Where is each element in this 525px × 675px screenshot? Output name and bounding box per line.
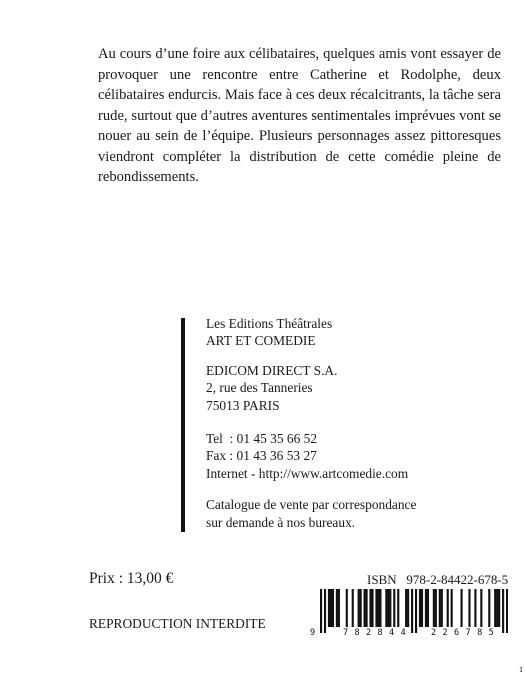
barcode-guard-bar: [415, 589, 417, 633]
barcode-bar: [427, 589, 429, 627]
barcode-left-group: 782844: [343, 628, 413, 638]
barcode-bar: [330, 589, 332, 627]
barcode-bar: [358, 589, 360, 627]
barcode-bar: [328, 589, 330, 627]
barcode-bar: [338, 589, 340, 627]
barcode-bar: [352, 589, 354, 627]
barcode-bar: [332, 589, 334, 627]
publisher-line-2: ART ET COMEDIE: [206, 333, 316, 349]
barcode-bar: [405, 589, 407, 627]
barcode-bar: [407, 589, 409, 627]
barcode-bar: [364, 589, 366, 627]
barcode-first-digit: 9: [310, 628, 316, 638]
barcode-bar: [419, 589, 421, 627]
reproduction-notice: REPRODUCTION INTERDITE: [89, 616, 266, 631]
barcode-bar: [369, 589, 371, 627]
barcode-bar: [468, 589, 470, 627]
barcode-bar: [371, 589, 373, 627]
catalogue-line-2: sur demande à nos bureaux.: [206, 514, 356, 530]
barcode-bar: [346, 589, 348, 627]
publisher-catalogue-group: [206, 496, 416, 531]
barcode-bar: [393, 589, 395, 627]
publisher-internet: Internet - http://www.artcomedie.com: [206, 465, 409, 481]
publisher-divider-bar: [181, 318, 185, 532]
barcode-bar: [366, 589, 368, 627]
back-cover-summary: Au cours d’une foire aux célibataires, quelques amis vont essayer de provoquer une rencontre entre Catherine et Rodolphe, deux célibataires endurcis. Mais face à ces deux récalcitrants, la tâche sera rude, surtout que d’autres aventures sentimentales imprévues vont se nouer au sein de l’équipe. Plusieurs personnages assez pittoresques viendront compléter la distribution de cette comédie pleine de rebondissements.: [98, 46, 501, 185]
publisher-contact-group: [206, 430, 416, 482]
barcode-right-group: 226785: [431, 628, 501, 638]
barcode-bar: [389, 589, 391, 627]
barcode-bar: [379, 589, 381, 627]
barcode-bar: [441, 589, 443, 627]
barcode-bar: [377, 589, 379, 627]
barcode-bar: [397, 589, 399, 627]
publisher-line-1: Les Editions Théâtrales: [206, 316, 333, 331]
barcode-bar: [439, 589, 441, 627]
publisher-street: 2, rue des Tanneries: [206, 380, 313, 396]
barcode-bar: [435, 589, 437, 627]
publisher-fax: Fax : 01 43 36 53 27: [206, 448, 317, 464]
barcode-bar: [474, 589, 476, 627]
page-mark: 1: [519, 665, 523, 674]
publisher-city: 75013 PARIS: [206, 397, 280, 413]
barcode-bar: [451, 589, 453, 627]
barcode-guard-bar: [502, 589, 504, 633]
barcode-bar: [385, 589, 387, 627]
barcode-bar: [488, 589, 490, 627]
barcode-bar: [421, 589, 423, 627]
barcode-bars: [320, 589, 508, 633]
barcode-bar: [461, 589, 463, 627]
barcode-bar: [336, 589, 338, 627]
barcode-bar: [496, 589, 498, 627]
barcode-bar: [360, 589, 362, 627]
publisher-address-group: [206, 362, 416, 414]
barcode-bar: [375, 589, 377, 627]
price-label: Prix : 13,00 €: [89, 570, 174, 587]
isbn-label: ISBN 978-2-84422-678-5: [367, 572, 509, 587]
barcode-bar: [480, 589, 482, 627]
barcode-bar: [425, 589, 427, 627]
barcode-guard-bar: [324, 589, 326, 633]
barcode-bar: [433, 589, 435, 627]
barcode-bar: [494, 589, 496, 627]
barcode-guard-bar: [320, 589, 322, 633]
barcode-guard-bar: [411, 589, 413, 633]
publisher-tel: Tel : 01 45 35 66 52: [206, 431, 318, 447]
barcode-bar: [498, 589, 500, 627]
publisher-company: EDICOM DIRECT S.A.: [206, 362, 338, 378]
publisher-info: [206, 315, 416, 531]
catalogue-line-1: Catalogue de vente par correspondance: [206, 497, 417, 513]
barcode-bar: [447, 589, 449, 627]
barcode-guard-bar: [506, 589, 508, 633]
publisher-name-group: [206, 315, 416, 350]
barcode-bar: [387, 589, 389, 627]
